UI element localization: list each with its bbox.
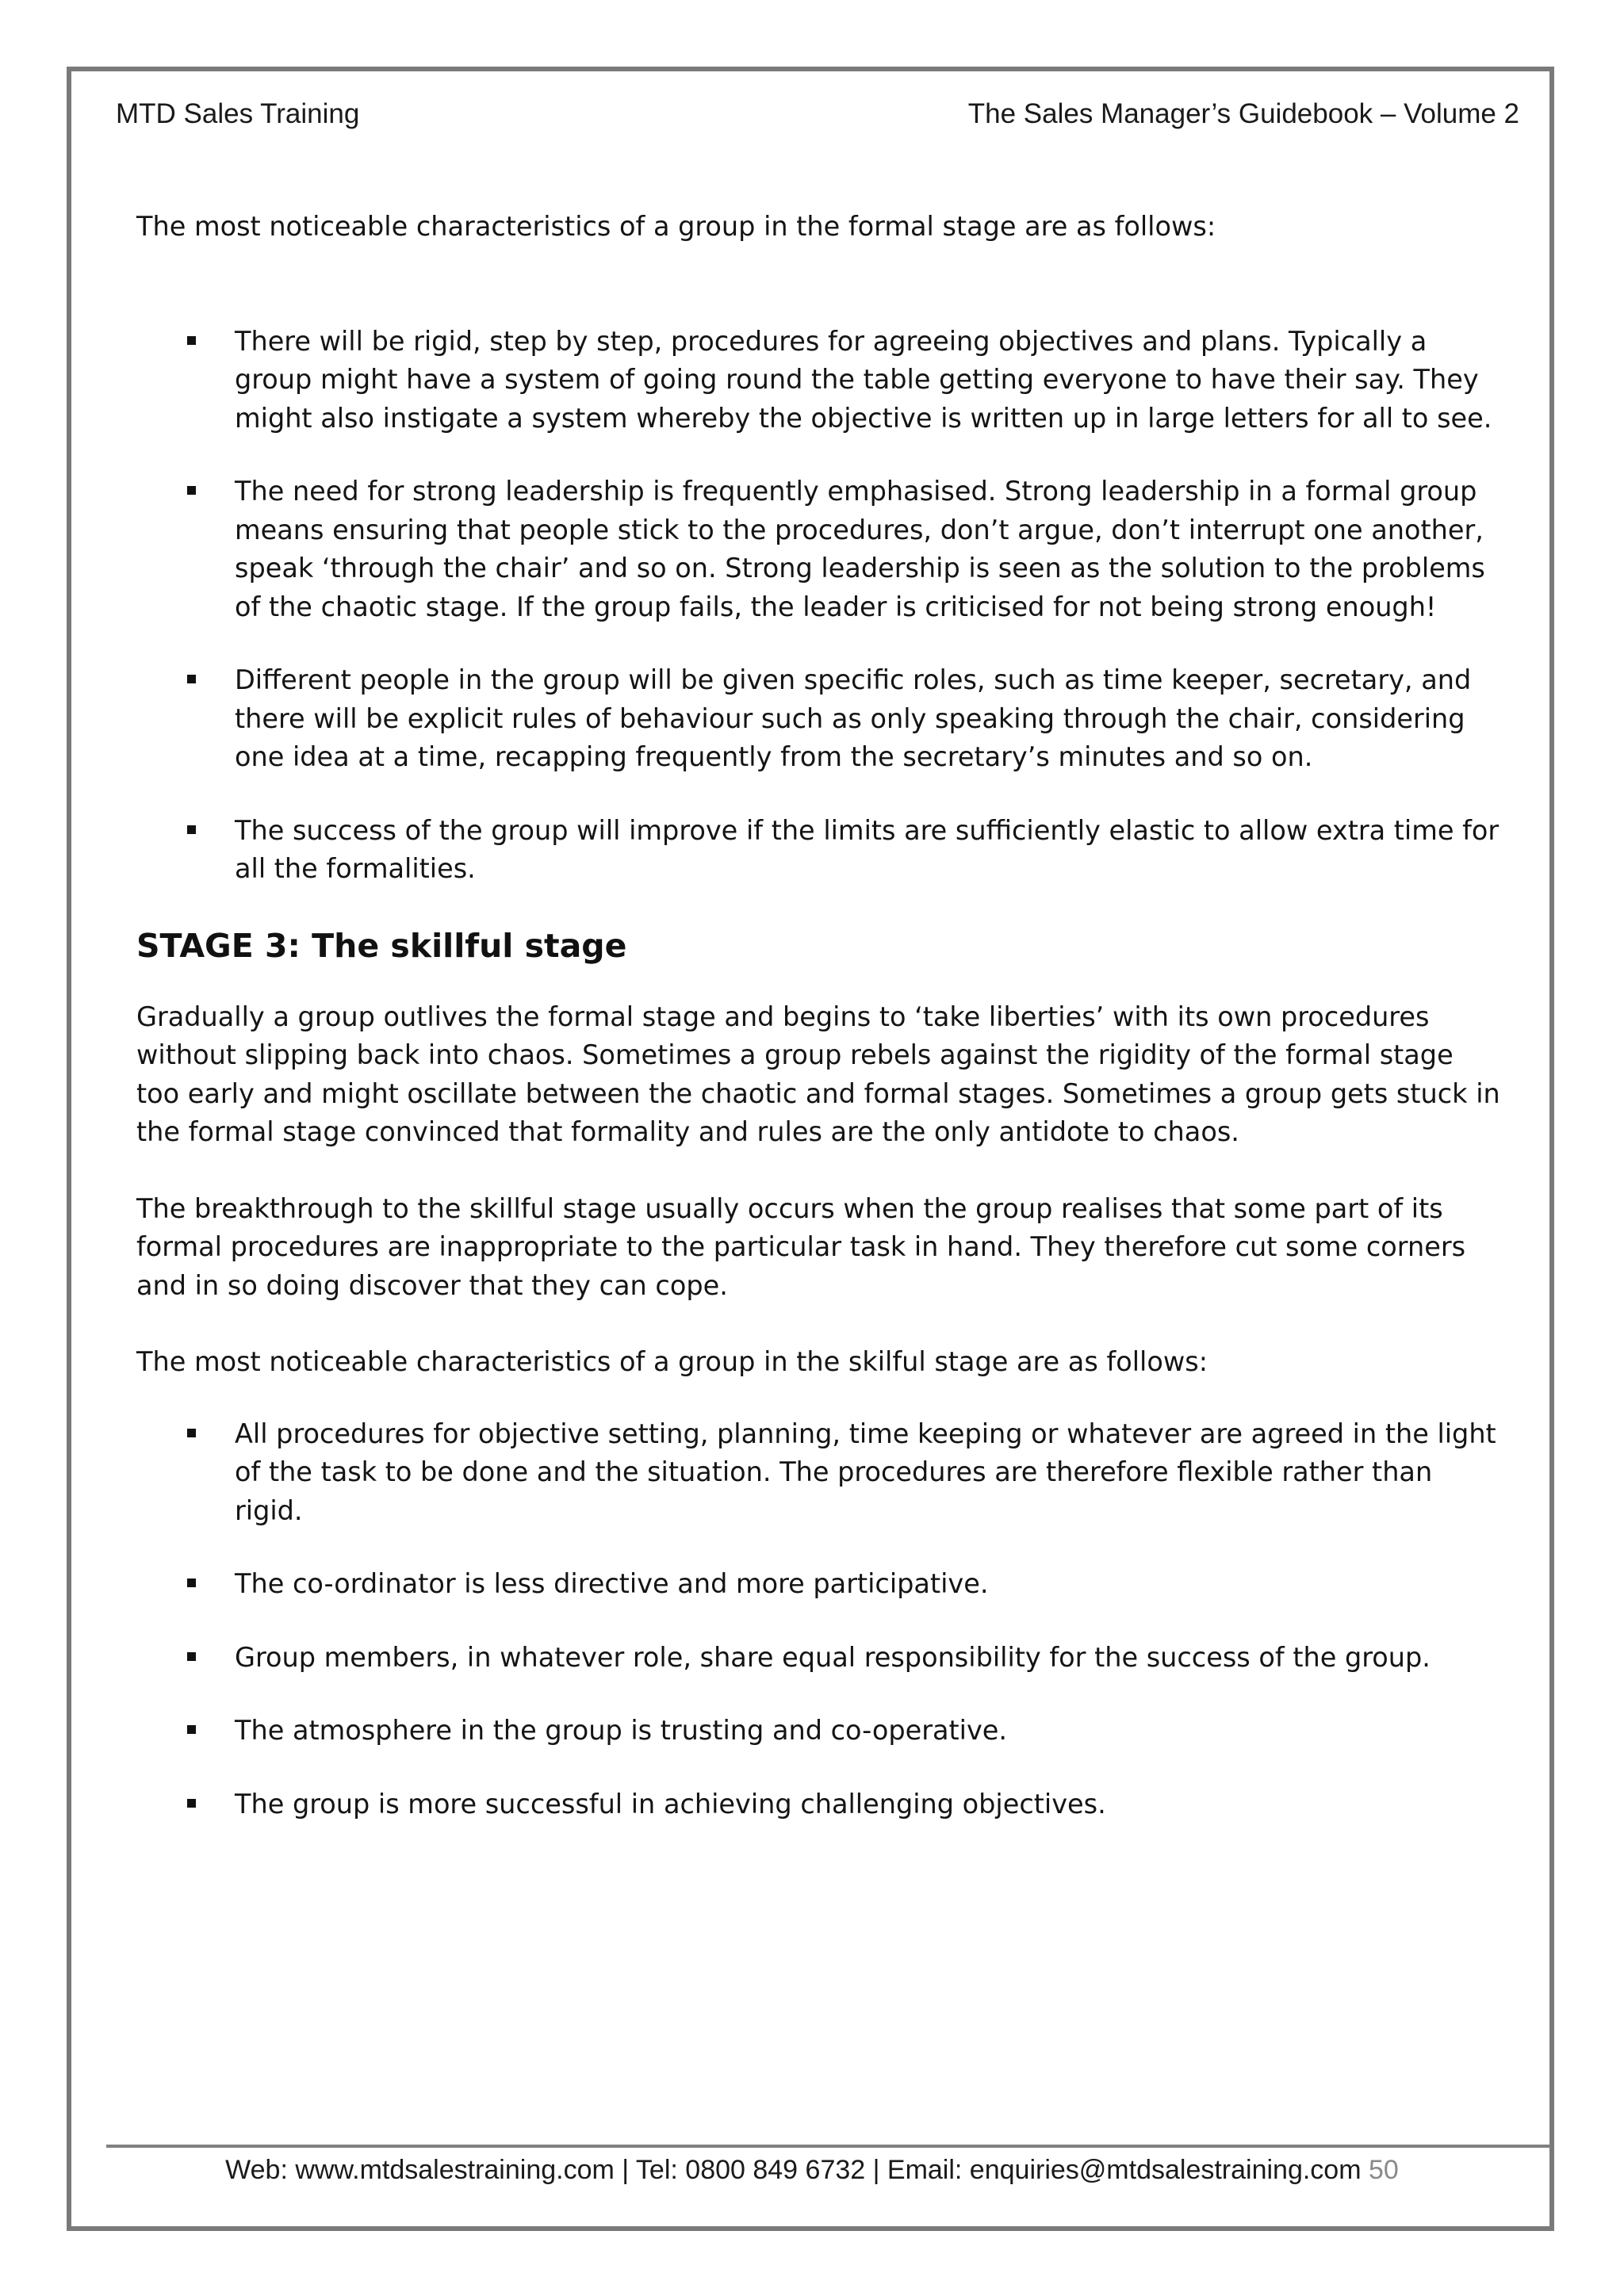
square-bullet-icon bbox=[187, 675, 196, 683]
paragraph-breakthrough: The breakthrough to the skillful stage usually occurs when the group realises that some part of its formal procedures are inappropriate to the particular task in hand. They therefore cut some corners and in so doing discover that they can cope. bbox=[136, 1192, 1466, 1301]
list-item-text: Group members, in whatever role, share equal responsibility for the success of the group. bbox=[235, 1641, 1431, 1673]
square-bullet-icon bbox=[187, 1429, 196, 1437]
list-item bbox=[136, 473, 1500, 626]
paragraph-outlives-formal: Gradually a group outlives the formal stage and begins to ‘take liberties’ with its own procedures without slipping back into chaos. Sometimes a group rebels against the rigidity of the formal stage too early and might oscillate between the chaotic and formal stages. Sometimes a group gets stuck in the formal stage convinced that formality and rules are the only antidote to chaos. bbox=[136, 1001, 1500, 1147]
square-bullet-icon bbox=[187, 336, 196, 345]
list-item bbox=[136, 1785, 1500, 1824]
footer-divider bbox=[106, 2145, 1551, 2148]
skilful-stage-list bbox=[136, 1415, 1500, 1824]
square-bullet-icon bbox=[187, 1799, 196, 1808]
square-bullet-icon bbox=[187, 825, 196, 834]
square-bullet-icon bbox=[187, 486, 196, 495]
page-number: 50 bbox=[1369, 2155, 1399, 2185]
square-bullet-icon bbox=[187, 1725, 196, 1734]
list-item bbox=[136, 1712, 1500, 1751]
list-item bbox=[136, 661, 1500, 777]
formal-stage-intro: The most noticeable characteristics of a group in the formal stage are as follows: bbox=[136, 211, 1216, 242]
list-item bbox=[136, 1565, 1500, 1604]
list-item-text: The group is more successful in achieving challenging objectives. bbox=[235, 1788, 1106, 1820]
list-item-text: There will be rigid, step by step, procedures for agreeing objectives and plans. Typically a group might have a system of going round the table getting everyone to have their say. They might also instigate a system whereby the objective is written up in large letters for all to see. bbox=[235, 325, 1492, 434]
footer-contact-info: Web: www.mtdsalestraining.com | Tel: 0800 849 6732 | Email: enquiries@mtdsalestraining.com bbox=[225, 2155, 1362, 2185]
page-footer bbox=[0, 2150, 1624, 2190]
list-item-text: Different people in the group will be given specific roles, such as time keeper, secretary, and there will be explicit rules of behaviour such as only speaking through the chair, considering one idea at a time, recapping frequently from the secretary’s minutes and so on. bbox=[235, 664, 1472, 772]
formal-stage-list bbox=[136, 323, 1500, 889]
list-item-text: The need for strong leadership is frequently emphasised. Strong leadership in a formal group means ensuring that people stick to the procedures, don’t argue, don’t interrupt one another, speak ‘through the chair’ and so on. Strong leadership is seen as the solution to the problems of the chaotic stage. If the group fails, the leader is criticised for not being strong enough! bbox=[235, 476, 1485, 622]
list-item-text: The atmosphere in the group is trusting and co-operative. bbox=[235, 1715, 1008, 1746]
list-item-text: The co-ordinator is less directive and more participative. bbox=[235, 1568, 989, 1599]
page-content bbox=[136, 208, 1500, 1858]
section-heading-stage-3: STAGE 3: The skillful stage bbox=[136, 926, 627, 965]
list-item bbox=[136, 1415, 1500, 1531]
list-item bbox=[136, 1639, 1500, 1678]
page-header bbox=[116, 98, 1519, 138]
header-company: MTD Sales Training bbox=[116, 98, 360, 129]
list-item bbox=[136, 812, 1500, 889]
list-item-text: The success of the group will improve if the limits are sufficiently elastic to allow extra time for all the formalities. bbox=[235, 814, 1500, 884]
square-bullet-icon bbox=[187, 1578, 196, 1587]
square-bullet-icon bbox=[187, 1652, 196, 1661]
header-book-title: The Sales Manager’s Guidebook – Volume 2 bbox=[967, 98, 1519, 129]
skilful-stage-intro: The most noticeable characteristics of a group in the skilful stage are as follows: bbox=[136, 1346, 1208, 1377]
list-item-text: All procedures for objective setting, planning, time keeping or whatever are agreed in the light of the task to be done and the situation. The procedures are therefore flexible rather than rigid. bbox=[235, 1418, 1496, 1526]
list-item bbox=[136, 323, 1500, 438]
